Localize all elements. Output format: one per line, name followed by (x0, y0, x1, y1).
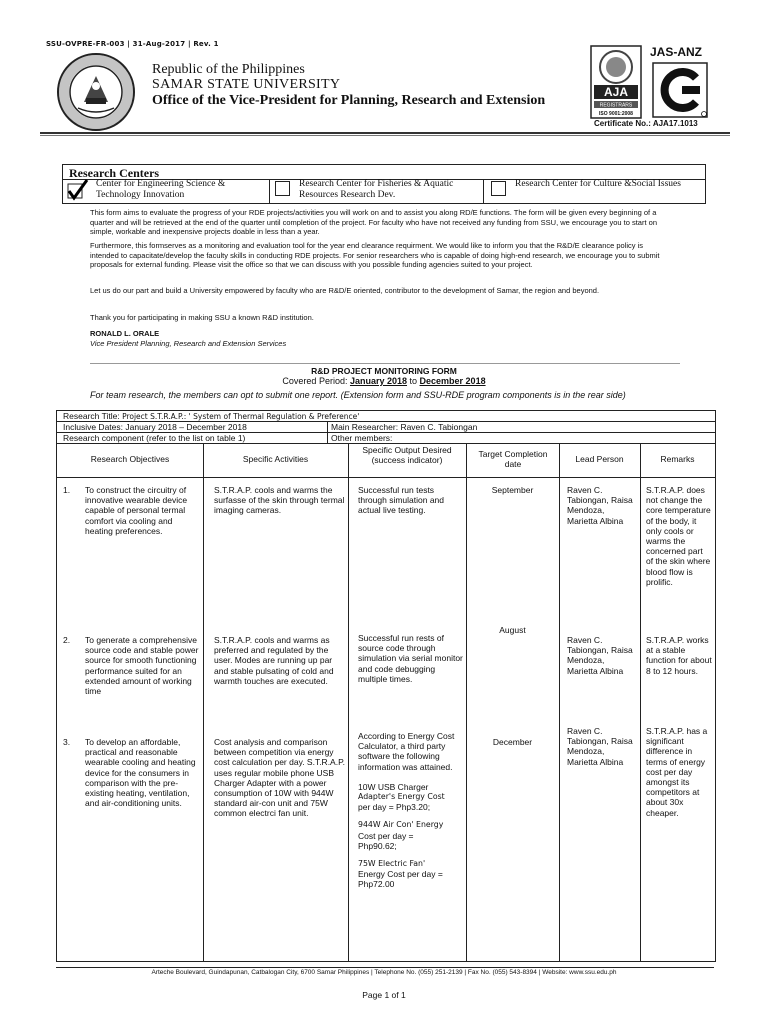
main-researcher: Main Researcher: Raven C. Tabiongan (331, 422, 478, 432)
row1-objective: To construct the circuitry of innovative wearable device capable of personal termal comfort via cooling and heating preferences. (85, 485, 188, 536)
row2-lead: Raven C. Tabiongan, Raisa Mendoza, Marietta Albina (567, 635, 633, 676)
research-component: Research component (refer to the list on table 1) (63, 433, 246, 443)
footer-divider (56, 967, 714, 968)
row2-objective: To generate a comprehensive source code and stable power source for smooth functioning performance suited for an extended amount of working time (85, 635, 199, 697)
row3-objective: To develop an affordable, practical and reasonable wearable cooling and heating device for the consumers in comparison with the pre-existing heating, ventilation, and air-conditioning units. (85, 737, 196, 809)
intro-divider (90, 363, 680, 364)
form-title: R&D PROJECT MONITORING FORM (311, 366, 457, 376)
page-number: Page 1 of 1 (362, 990, 406, 1000)
svg-text:REGISTRARS: REGISTRARS (599, 102, 633, 109)
certificate-number: Certificate No.: AJA17.1013 (594, 119, 698, 128)
row3-output-aircon-1: 944W Air Con' Energy (358, 820, 444, 830)
row3-output-aircon-2: Cost per day = (358, 830, 414, 841)
row3-output-aircon-3: Php90.62; (358, 840, 397, 851)
row3-output-intro: According to Energy Cost Calculator, a third party software the following information was attained. (358, 731, 455, 772)
inclusive-dates: Inclusive Dates: January 2018 – December 2018 (63, 422, 247, 432)
row3-output-usb-2: Adapter's Energy Cost (358, 792, 445, 802)
jas-anz-label: JAS-ANZ (650, 45, 703, 59)
row2-target: August (499, 625, 526, 635)
row1-lead: Raven C. Tabiongan, Raisa Mendoza, Marietta Albina (567, 485, 633, 526)
row1-target: September (491, 485, 534, 495)
row3-output-usb-1: 10W USB Charger (358, 781, 429, 792)
checkbox-engineering[interactable] (67, 178, 91, 202)
research-title-value: Project S.T.R.A.P.: ' System of Thermal Regulation & Preference' (122, 412, 360, 421)
row1-number: 1. (63, 485, 71, 495)
signer-title: Vice President Planning, Research and Extension Services (90, 339, 287, 348)
signer-name: RONALD L. ORALE (90, 329, 160, 338)
office-name: Office of the Vice-President for Planning, Research and Extension (152, 93, 546, 108)
svg-text:AJA: AJA (603, 85, 629, 99)
jas-anz-logo (652, 62, 708, 118)
period-end: December 2018 (419, 376, 486, 386)
checkbox-fisheries[interactable] (275, 181, 290, 196)
row3-number: 3. (63, 737, 71, 747)
header-divider-thin (40, 135, 730, 136)
intro-paragraph-1: This form aims to evaluate the progress of your RDE projects/activities you will work on and to assist you along RD/E functions. The form will be given every beginning of a quarter and will be retrieved at the end of the quarter until completion of the project. For faculty who have not received any funding from SSU, we encourage you to start on simple, workable and inexpensive projects doable in less than a year. (90, 208, 657, 236)
row3-lead: Raven C. Tabiongan, Raisa Mendoza, Marietta Albina (567, 726, 633, 767)
row3-activity: Cost analysis and comparison between competition via energy cost calculation per day. S.T.R.A.P. uses regular mobile phone USB Charger Adapter with a power consumption of 10W with 944W standard air-con unit and 75W common electrci fan unit. (214, 737, 346, 819)
header-divider (40, 132, 730, 134)
intro-paragraph-3: Let us do our part and build a University empowered by faculty who are R&D/E oriented, contributor to the development of Samar, the region and beyond. (90, 286, 600, 295)
republic-line: Republic of the Philippines (152, 62, 305, 77)
svg-text:ISO 9001:2008: ISO 9001:2008 (599, 111, 633, 117)
covered-period: Covered Period: January 2018 to December 2018 (282, 376, 486, 386)
row3-output-fan-1: 75W Electric Fan' (358, 859, 426, 869)
row3-output-usb-3: per day = Php3.20; (358, 802, 431, 813)
row3-output-fan-3: Php72.00 (358, 879, 395, 890)
row1-output: Successful run tests through simulation and actual live testing. (358, 485, 445, 516)
research-centers-box (62, 164, 706, 204)
center-engineering-label: Center for Engineering Science & Technology Innovation (96, 179, 226, 200)
header-remarks: Remarks (660, 454, 695, 464)
header-specific-output: Specific Output Desired (success indicator) (362, 445, 452, 465)
row1-remarks: S.T.R.A.P. does not change the core temperature of the body, it only cools or warms the concerned part of the skin where blood flow is prolific. (646, 485, 711, 587)
row2-remarks: S.T.R.A.P. works at a stable function for about 8 to 12 hours. (646, 635, 712, 676)
row2-activity: S.T.R.A.P. cools and warms as preferred and regulated by the user. Modes are running up par and stable pulsating of cold and warmth touches are executed. (214, 635, 334, 686)
checkmark-icon (67, 178, 91, 202)
research-title-row: Research Title: Project S.T.R.A.P.: ' System of Thermal Regulation & Preference' (63, 411, 360, 421)
intro-paragraph-2: Furthermore, this formserves as a monitoring and evaluation tool for the year end clearance requirment. We would like to inform you that the R&D/E clearance policy is intended to capacitate/develop the faculty skills in conducting RDE projects. For senior researchers who is capable of doing high-end research, we encourage you to submit proposals for external funding. Please visit the office so that we can discuss with you possible funding agencies suited to your project. (90, 241, 660, 269)
research-centers-title: Research Centers (69, 166, 160, 180)
row3-output (358, 731, 464, 890)
monitoring-table (56, 410, 716, 962)
header-research-objectives: Research Objectives (90, 454, 170, 464)
other-members: Other members: (331, 433, 393, 443)
university-name: SAMAR STATE UNIVERSITY (152, 77, 341, 92)
row2-number: 2. (63, 635, 71, 645)
university-seal-logo (56, 52, 136, 132)
checkbox-culture[interactable] (491, 181, 506, 196)
center-fisheries-label: Research Center for Fisheries & Aquatic Resources Research Dev. (299, 179, 454, 200)
team-research-note: For team research, the members can opt to submit one report. (Extension form and SSU-RDE program components is in the rear side) (90, 390, 626, 400)
footer-address: Arteche Boulevard, Guindapunan, Catbalogan City, 6700 Samar Philippines | Telephone No. (055) 251-2139 | Fax No. (055) 543-8394 | Website: www.ssu.edu.ph (151, 969, 617, 976)
row3-output-fan-2: Energy Cost per day = (358, 869, 443, 880)
period-start: January 2018 (349, 376, 408, 386)
row2-output: Successful run rests of source code through simulation via serial monitor and code debugging multiple times. (358, 633, 463, 684)
document-reference: SSU-OVPRE-FR-003 | 31-Aug-2017 | Rev. 1 (46, 40, 219, 48)
header-specific-activities: Specific Activities (242, 454, 309, 464)
row3-target: December (492, 737, 533, 747)
intro-paragraph-4: Thank you for participating in making SSU a known R&D institution. (90, 313, 314, 322)
header-lead-person: Lead Person (575, 454, 624, 464)
aja-registrars-logo (590, 45, 642, 119)
row1-activity: S.T.R.A.P. cools and warms the surfasse of the skin through termal imaging cameras. (214, 485, 345, 516)
center-culture-label: Research Center for Culture &Social Issues (515, 179, 681, 189)
row3-remarks: S.T.R.A.P. has a significant difference in terms of energy cost per day amongst its competitors at about 30x cheaper. (646, 726, 708, 818)
header-target-completion: Target Completion date (478, 449, 548, 469)
